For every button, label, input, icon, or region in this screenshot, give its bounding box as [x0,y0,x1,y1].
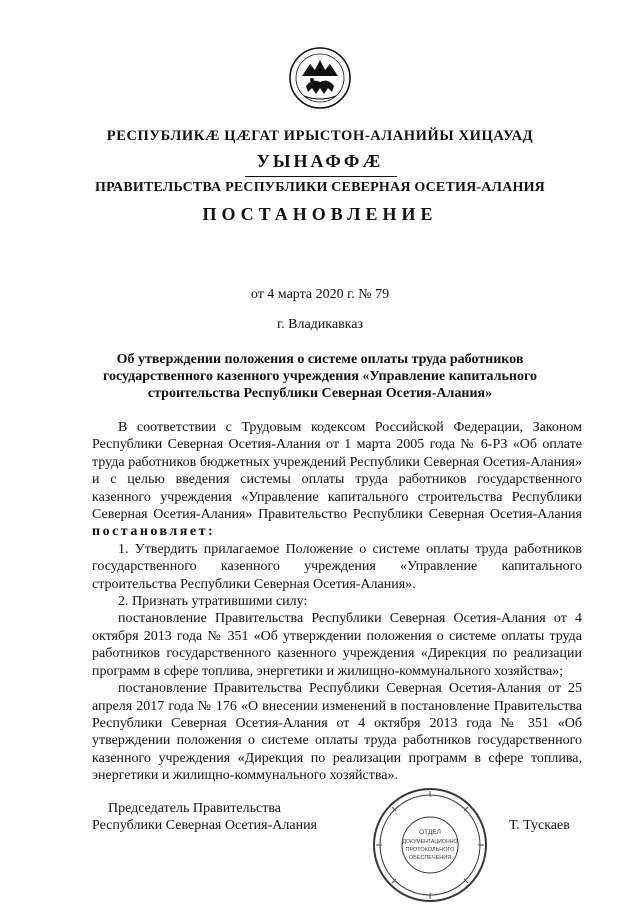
signature-position-line-2: Республики Северная Осетия-Алания [92,818,317,834]
document-body [92,419,582,785]
stamp-line-1: ОТДЕЛ [419,829,441,836]
item-1-paragraph: 1. Утвердить прилагаемое Положение о системе оплаты труда работников государственного казенного учреждения «Управление капитального строительства Республики Северная Осетия-Алания». [92,541,582,592]
header-doc-type-russian: ПОСТАНОВЛЕНИЕ [202,204,438,224]
stamp-line-3: ПРОТОКОЛЬНОГО [405,847,455,853]
preamble-paragraph [92,419,582,541]
item-2-paragraph: 2. Признать утратившими силу: [118,594,308,610]
stamp-line-2: ДОКУМЕНТАЦИОННО [402,839,458,845]
signature-name: Т. Тускаев [509,818,570,833]
repeal-1-paragraph: постановление Правительства Республики Северная Осетия-Алания от 4 октября 2013 года № 351 «Об утверждении положения о системе оплаты труда работников государственного казенного учреждения «Дирекция по реализации программ в сфере топлива, энергетики и жилищно-коммунального хозяйства»; [92,611,582,679]
header-republic-ossetian: РЕСПУБЛИКӔ ЦӔГАТ ИРЫСТОН-АЛАНИЙЫ ХИЦАУАД [106,128,534,144]
header-underline [245,176,397,177]
official-stamp [370,785,490,905]
decree-word: постановляет: [92,524,216,540]
coat-of-arms-emblem [288,46,352,110]
document-date-number: от 4 марта 2020 г. № 79 [250,287,390,302]
preamble-text: В соответствии с Трудовым кодексом Российской Федерации, Законом Республики Северная Осетия-Алания от 1 марта 2005 года № 6-РЗ «Об оплате труда работников бюджетных учреждений Республики Северная Осетия-Алания» и с целью введения системы оплаты труда работников государственного казенного учреждения «Управление капитального строительства Республики Северная Осетия-Алания» Правительство Республики Северная Осетия-Алания [92,420,582,523]
document-city: г. Владикавказ [276,317,364,332]
header-doc-type-ossetian: УЫНАФФӔ [256,151,384,171]
stamp-line-4: ОБЕСПЕЧЕНИЯ [408,855,452,861]
document-title: Об утверждении положения о системе оплаты труда работников государственного казенного учреждения «Управление капитального строительства Республики Северная Осетия-Алания» [103,352,537,401]
signature-position-line-1: Председатель Правительства [108,801,281,816]
header-government-russian: ПРАВИТЕЛЬСТВА РЕСПУБЛИКИ СЕВЕРНАЯ ОСЕТИЯ-АЛАНИЯ [94,180,545,195]
signature-position [92,800,352,835]
repeal-2-paragraph: постановление Правительства Республики Северная Осетия-Алания от 25 апреля 2017 года № 176 «О внесении изменений в постановление Правительства Республики Северная Осетия-Алания от 4 октября 2013 года № 351 «Об утверждении положения о системе оплаты труда работников государственного казенного учреждения «Дирекция по реализации программ в сфере топлива, энергетики и жилищно-коммунального хозяйства». [92,681,582,784]
